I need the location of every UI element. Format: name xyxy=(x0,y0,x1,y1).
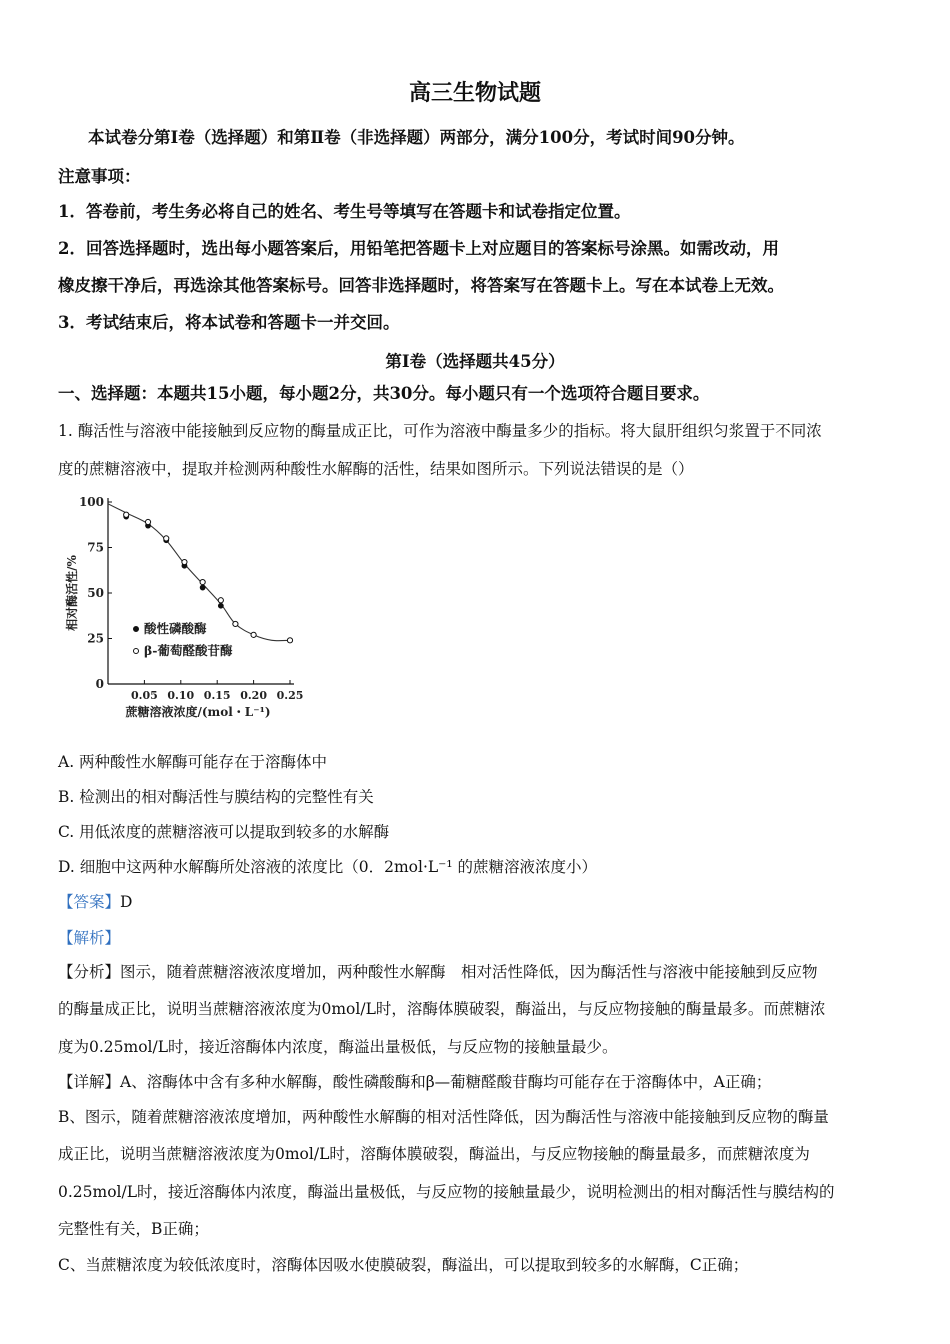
enzyme-activity-chart xyxy=(58,488,318,722)
x-axis-label: 蔗糖溶液浓度/(mol・L⁻¹) xyxy=(125,705,271,719)
notice-heading: 注意事项： xyxy=(58,167,141,186)
part-title: 第Ⅰ卷（选择题共45分） xyxy=(385,352,565,371)
explanation-line: 0.25mol/L时，接近溶酶体内浓度，酶溢出量极低，与反应物的接触量最少，说明检测出的相对酶活性与膜结构的 xyxy=(58,1183,835,1201)
explanation-line: 成正比，说明当蔗糖溶液浓度为0mol/L时，溶酶体膜破裂，酶溢出，与反应物接触的酶量最多，而蔗糖浓度为 xyxy=(58,1145,810,1163)
data-point-beta-glucuronidase xyxy=(200,579,205,584)
data-point-beta-glucuronidase xyxy=(145,519,150,524)
option-c: C. 用低浓度的蔗糖溶液可以提取到较多的水解酶 xyxy=(58,823,390,841)
question-text: 1. 酶活性与溶液中能接触到反应物的酶量成正比，可作为溶液中酶量多少的指标。将大鼠肝组织匀浆置于不同浓 xyxy=(58,422,822,440)
legend-marker xyxy=(134,649,139,654)
x-tick-label: 0.20 xyxy=(240,689,267,702)
data-point-beta-glucuronidase xyxy=(164,536,169,541)
legend-label: 酸性磷酸酶 xyxy=(144,621,207,636)
data-point-beta-glucuronidase xyxy=(287,638,292,643)
notice-item: 2．回答选择题时，选出每小题答案后，用铅笔把答题卡上对应题目的答案标号涂黑。如需改动，用 xyxy=(58,239,779,258)
y-tick-label: 50 xyxy=(87,586,104,600)
data-point-beta-glucuronidase xyxy=(233,621,238,626)
intro-text: 本试卷分第Ⅰ卷（选择题）和第Ⅱ卷（非选择题）两部分，满分100分，考试时间90分钟。 xyxy=(88,128,745,147)
question-text: 度的蔗糖溶液中，提取并检测两种酸性水解酶的活性，结果如图所示。下列说法错误的是（） xyxy=(58,460,694,478)
explanation-line: 的酶量成正比，说明当蔗糖溶液浓度为0mol/L时，溶酶体膜破裂，酶溢出，与反应物接触的酶量最多。而蔗糖浓 xyxy=(58,1000,826,1018)
option-a: A. 两种酸性水解酶可能存在于溶酶体中 xyxy=(58,753,328,771)
notice-item: 3．考试结束后，将本试卷和答题卡一并交回。 xyxy=(58,313,400,332)
explanation-line: C、当蔗糖浓度为较低浓度时，溶酶体因吸水使膜破裂，酶溢出，可以提取到较多的水解酶，C正确； xyxy=(58,1256,749,1274)
answer-line xyxy=(58,892,132,912)
explanation-line: 【详解】A、溶酶体中含有多种水解酶，酸性磷酸酶和β—葡糖醛酸苷酶均可能存在于溶酶体中，A正确； xyxy=(58,1073,772,1091)
data-point-beta-glucuronidase xyxy=(124,512,129,517)
analysis-tag: 【解析】 xyxy=(58,929,121,947)
y-tick-label: 25 xyxy=(87,631,104,646)
option-b: B. 检测出的相对酶活性与膜结构的完整性有关 xyxy=(58,788,374,806)
explanation-line: 【分析】图示，随着蔗糖溶液浓度增加，两种酸性水解酶 相对活性降低，因为酶活性与溶液中能接触到反应物 xyxy=(58,963,818,981)
legend-marker xyxy=(134,627,139,632)
data-point-beta-glucuronidase xyxy=(218,598,223,603)
option-d: D. 细胞中这两种水解酶所处溶液的浓度比（0．2mol·L⁻¹ 的蔗糖溶液浓度小） xyxy=(58,858,597,876)
notice-item: 1．答卷前，考生务必将自己的姓名、考生号等填写在答题卡和试卷指定位置。 xyxy=(58,202,631,221)
page-title: 高三生物试题 xyxy=(408,80,541,106)
answer-value: D xyxy=(120,893,133,911)
data-point-beta-glucuronidase xyxy=(251,632,256,637)
x-tick-label: 0.25 xyxy=(276,689,304,702)
explanation-line: B、图示，随着蔗糖溶液浓度增加，两种酸性水解酶的相对活性降低，因为酶活性与溶液中能接触到反应物的酶量 xyxy=(58,1108,829,1126)
data-point-acid-phosphatase xyxy=(200,585,205,590)
legend-label: β-葡萄醛酸苷酶 xyxy=(144,643,233,658)
explanation-line: 度为0.25mol/L时，接近溶酶体内浓度，酶溢出量极低，与反应物的接触量最少。 xyxy=(58,1038,618,1056)
section-title: 一、选择题：本题共15小题，每小题2分，共30分。每小题只有一个选项符合题目要求。 xyxy=(58,384,710,403)
x-tick-label: 0.10 xyxy=(167,689,195,702)
y-tick-label: 75 xyxy=(87,540,104,555)
answer-tag: 【答案】 xyxy=(58,893,121,911)
y-tick-label: 100 xyxy=(78,495,104,509)
notice-item: 橡皮擦干净后，再选涂其他答案标号。回答非选择题时，将答案写在答题卡上。写在本试卷上无效。 xyxy=(58,276,784,295)
data-point-beta-glucuronidase xyxy=(182,559,187,564)
x-tick-label: 0.15 xyxy=(203,689,231,702)
data-point-acid-phosphatase xyxy=(218,603,223,608)
y-axis-label: 相对酶活性/% xyxy=(65,555,79,631)
y-tick-label: 0 xyxy=(95,677,104,691)
explanation-line: 完整性有关，B正确； xyxy=(58,1220,209,1238)
x-tick-label: 0.05 xyxy=(131,689,158,702)
